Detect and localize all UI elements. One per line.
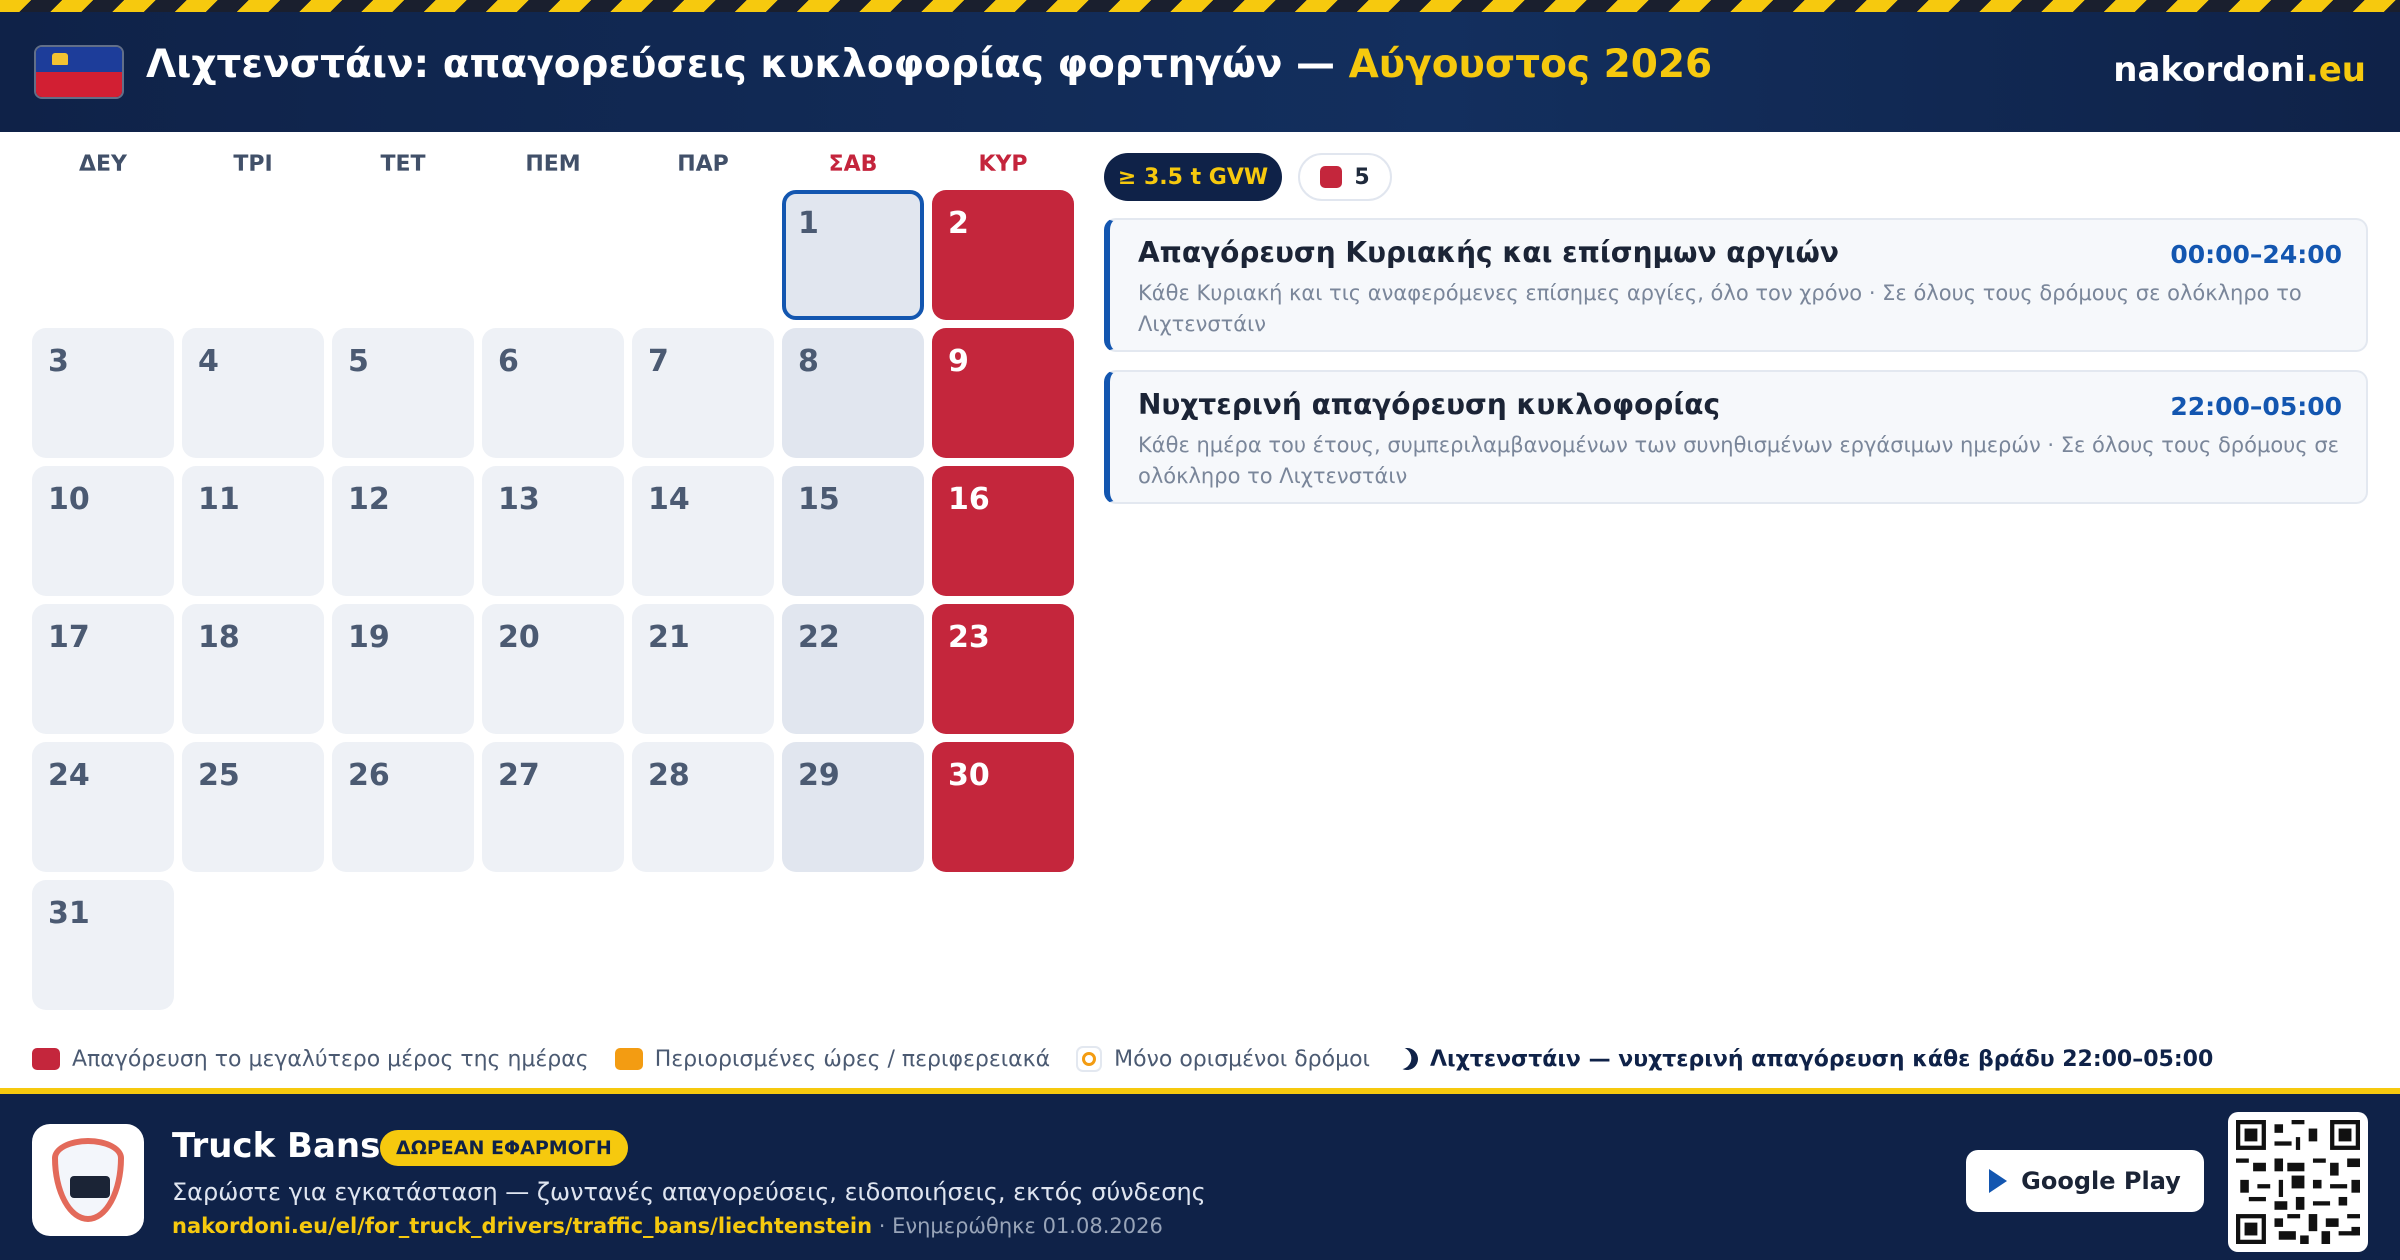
day-number: 15 (798, 482, 840, 517)
calendar-day[interactable] (32, 466, 174, 596)
day-number: 29 (798, 758, 840, 793)
day-number: 11 (198, 482, 240, 517)
legend-limited-label: Περιορισμένες ώρες / περιφερειακά (654, 1046, 1051, 1072)
qr-code-graphic (2236, 1120, 2360, 1244)
scan-text: Σαρώστε για εγκατάσταση — ζωντανές απαγορεύσεις, ειδοποιήσεις, εκτός σύνδεσης (172, 1178, 1206, 1206)
limited-swatch (615, 1048, 643, 1070)
legend-roads-label: Μόνο ορισμένοι δρόμοι (1114, 1046, 1370, 1072)
calendar-day[interactable] (782, 466, 924, 596)
legend-limited (615, 1047, 1050, 1072)
calendar-day[interactable] (482, 742, 624, 872)
rule-description: Κάθε Κυριακή και τις αναφερόμενες επίσημες αργίες, όλο τον χρόνο · Σε όλους τους δρόμους σε ολόκληρο το Λιχτενστάιν (1138, 281, 2302, 336)
app-name: Truck Bans (172, 1126, 381, 1166)
calendar-day[interactable] (32, 742, 174, 872)
rule-card-sunday[interactable] (1104, 218, 2368, 352)
google-play-label: Google Play (2021, 1167, 2181, 1195)
app-url-link[interactable]: nakordoni.eu/el/for_truck_drivers/traffic_bans/liechtenstein (172, 1214, 873, 1238)
google-play-button[interactable] (1966, 1150, 2204, 1212)
day-number: 7 (648, 344, 669, 379)
day-number: 22 (798, 620, 840, 655)
day-number: 8 (798, 344, 819, 379)
day-number: 28 (648, 758, 690, 793)
footer-url-line (172, 1214, 1163, 1238)
day-number: 1 (798, 206, 819, 241)
rule-title: Απαγόρευση Κυριακής και επίσημων αργιών (1138, 236, 1839, 269)
calendar-day[interactable] (932, 190, 1074, 320)
calendar-day[interactable] (932, 604, 1074, 734)
day-number: 9 (948, 344, 969, 379)
updated-text: · Ενημερώθηκε 01.08.2026 (878, 1214, 1163, 1238)
calendar-day[interactable] (332, 466, 474, 596)
ban-color-swatch (1320, 166, 1342, 188)
day-number: 4 (198, 344, 219, 379)
calendar-day[interactable] (32, 328, 174, 458)
calendar-day[interactable] (782, 604, 924, 734)
day-number: 6 (498, 344, 519, 379)
rule-title: Νυχτερινή απαγόρευση κυκλοφορίας (1138, 388, 1721, 421)
day-number: 27 (498, 758, 540, 793)
liechtenstein-flag-icon (34, 45, 124, 99)
weekday-header: ΚΥΡ (978, 152, 1028, 177)
title-month: Αύγουστος 2026 (1348, 42, 1713, 87)
day-number: 24 (48, 758, 90, 793)
day-number: 12 (348, 482, 390, 517)
day-number: 23 (948, 620, 990, 655)
ring-icon (1076, 1046, 1102, 1072)
ban-swatch (32, 1048, 60, 1070)
hazard-stripe (0, 0, 2400, 12)
header (0, 12, 2400, 132)
rule-card-night[interactable] (1104, 370, 2368, 504)
weekday-header: ΣΑΒ (828, 152, 878, 177)
legend-roads (1076, 1046, 1370, 1072)
legend-ban-label: Απαγόρευση το μεγαλύτερο μέρος της ημέρας (72, 1046, 589, 1072)
calendar-day[interactable] (182, 742, 324, 872)
rule-time: 00:00–24:00 (2170, 240, 2342, 269)
calendar-day[interactable] (782, 742, 924, 872)
day-number: 30 (948, 758, 990, 793)
qr-code-icon (2228, 1112, 2368, 1252)
day-number: 25 (198, 758, 240, 793)
moon-icon (1393, 1045, 1421, 1073)
calendar-day[interactable] (32, 880, 174, 1010)
calendar-day[interactable] (182, 604, 324, 734)
free-app-badge (380, 1130, 628, 1166)
calendar-day[interactable] (932, 742, 1074, 872)
footer (0, 1088, 2400, 1260)
calendar-day[interactable] (782, 328, 924, 458)
calendar-day[interactable] (32, 604, 174, 734)
day-number: 19 (348, 620, 390, 655)
brand-logo[interactable] (2113, 50, 2366, 90)
truck-shield-icon[interactable] (32, 1124, 144, 1236)
page-title (146, 42, 1712, 87)
weekday-header: ΔΕΥ (79, 152, 127, 177)
calendar-day[interactable] (332, 328, 474, 458)
legend (32, 1042, 2239, 1076)
legend-night-label: Λιχτενστάιν — νυχτερινή απαγόρευση κάθε βράδυ 22:00–05:00 (1430, 1046, 2214, 1072)
weekday-header: ΤΡΙ (233, 152, 273, 177)
calendar-day[interactable] (632, 742, 774, 872)
calendar-day[interactable] (332, 742, 474, 872)
ban-count-pill[interactable] (1298, 153, 1392, 201)
calendar-day[interactable] (182, 328, 324, 458)
brand-tld: .eu (2305, 50, 2366, 90)
day-number: 18 (198, 620, 240, 655)
day-number: 16 (948, 482, 990, 517)
weekday-header: ΠΕΜ (525, 152, 581, 177)
calendar-day[interactable] (332, 604, 474, 734)
weekday-header: ΤΕΤ (380, 152, 426, 177)
day-number: 10 (48, 482, 90, 517)
calendar-day[interactable] (782, 190, 924, 320)
calendar-day[interactable] (482, 604, 624, 734)
rule-time: 22:00–05:00 (2170, 392, 2342, 421)
legend-ban (32, 1047, 589, 1072)
ban-count: 5 (1354, 164, 1370, 190)
free-badge-label: ΔΩΡΕΑΝ ΕΦΑΡΜΟΓΗ (396, 1137, 612, 1159)
day-number: 14 (648, 482, 690, 517)
day-number: 20 (498, 620, 540, 655)
title-main: Λιχτενστάιν: απαγορεύσεις κυκλοφορίας φορτηγών — (146, 42, 1336, 87)
day-number: 5 (348, 344, 369, 379)
day-number: 26 (348, 758, 390, 793)
day-number: 21 (648, 620, 690, 655)
weekday-header: ΠΑΡ (677, 152, 729, 177)
day-number: 17 (48, 620, 90, 655)
play-icon (1989, 1169, 2007, 1193)
calendar-day[interactable] (932, 466, 1074, 596)
legend-night (1396, 1047, 2213, 1072)
calendar-day[interactable] (632, 466, 774, 596)
brand-main: nakordoni (2113, 50, 2306, 90)
calendar-day[interactable] (482, 328, 624, 458)
calendar-day[interactable] (182, 466, 324, 596)
weight-pill[interactable] (1104, 153, 1282, 201)
day-number: 3 (48, 344, 69, 379)
calendar-day[interactable] (632, 604, 774, 734)
day-number: 2 (948, 206, 969, 241)
calendar-day[interactable] (632, 328, 774, 458)
calendar-day[interactable] (482, 466, 624, 596)
calendar-day[interactable] (932, 328, 1074, 458)
day-number: 13 (498, 482, 540, 517)
day-number: 31 (48, 896, 90, 931)
rule-description: Κάθε ημέρα του έτους, συμπεριλαμβανομένων των συνηθισμένων εργάσιμων ημερών · Σε όλους τους δρόμους σε ολόκληρο το Λιχτενστάιν (1138, 433, 2339, 488)
weight-pill-label: ≥ 3.5 t GVW (1117, 164, 1269, 190)
